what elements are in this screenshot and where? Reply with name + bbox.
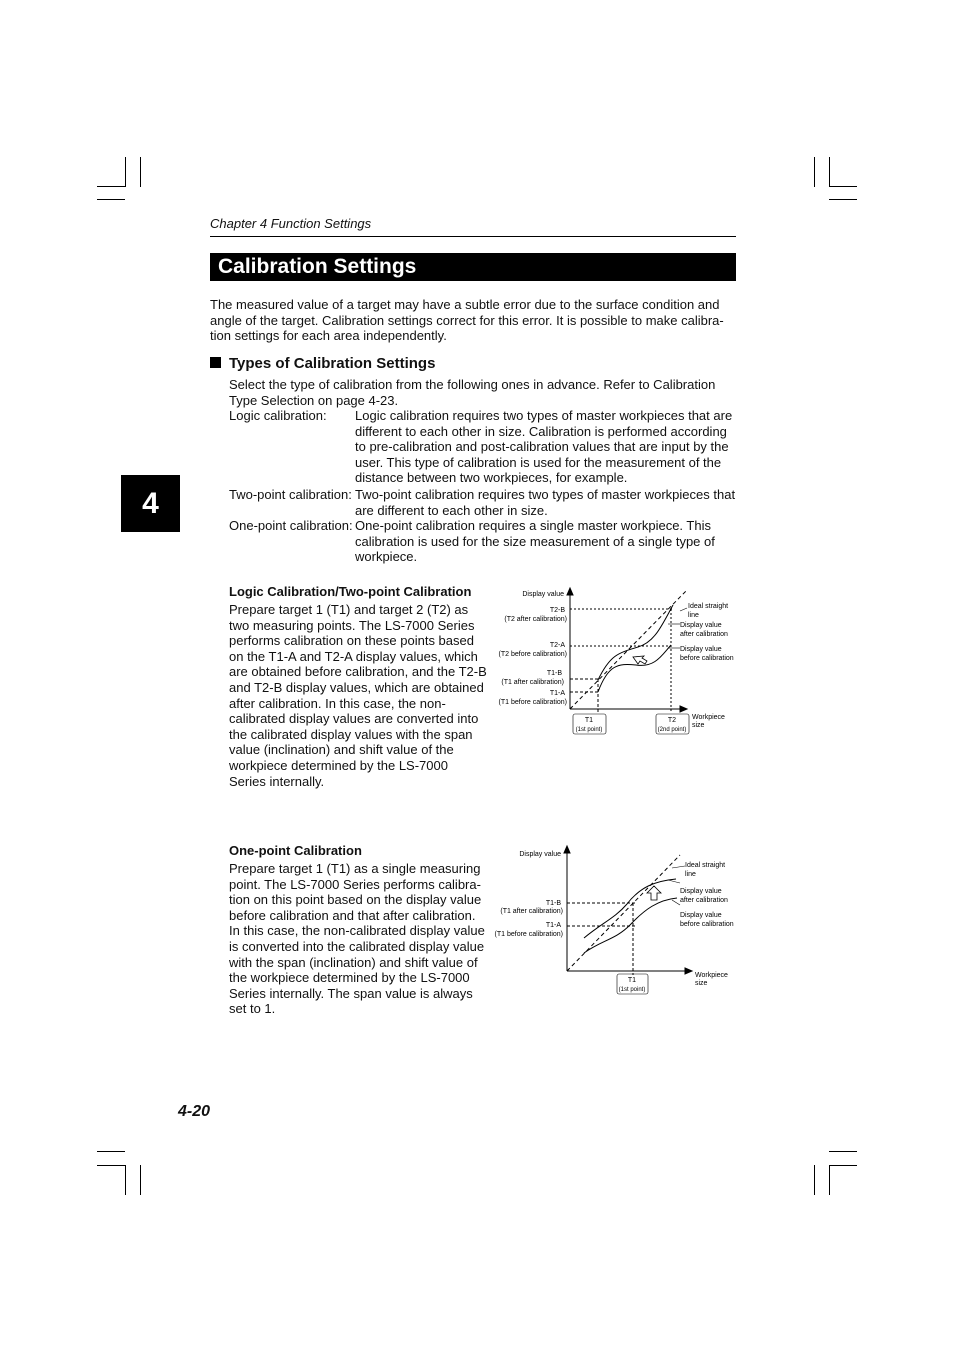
types-lead: Select the type of calibration from the following ones in advance. Refer to Calibration Type Selection on page 4-23. (229, 377, 716, 408)
label-t1b-sub: (T1 after calibration) (500, 908, 563, 915)
crop-mark (829, 1165, 857, 1166)
leader-ideal (680, 608, 687, 611)
section-heading (210, 355, 435, 372)
y-axis-label: Display value (522, 591, 564, 598)
label-t2: T2 (667, 717, 677, 724)
y-axis-label: Display value (519, 851, 561, 858)
label-after-calibration-2: after calibration (680, 897, 728, 904)
label-after-calibration: Display value (680, 622, 722, 629)
y-axis-arrow-icon (567, 588, 573, 595)
chapter-tab: 4 (121, 475, 180, 532)
one-point-body: Prepare target 1 (T1) as a single measuring point. The LS-7000 Series performs calibra-tion on this point based on the display value before calibration and that after calibration. In this case, the non-calibrated display value is converted into the calibrated display value with the span (inclination) and shift value of the workpiece determined by the LS-7000 Series internally. The span value is always set to 1. (229, 861, 485, 1017)
definition-desc: One-point calibration requires a single master workpiece. This calibration is used for the size measurement of a single type of workpiece. (355, 518, 715, 565)
label-before-calibration-2: before calibration (680, 921, 734, 928)
label-t1a: T1-A (549, 690, 565, 697)
label-t1: T1 (584, 717, 594, 724)
page-title: Calibration Settings (218, 255, 417, 278)
logic-body: Prepare target 1 (T1) and target 2 (T2) as two measuring points. The LS-7000 Series performs calibration on these points based on the T1-A and T2-A display values, which are obtained before calibration, and the T2-B and T2-B display values, which are obtained after calibration. In this case, the non-calibrated display values are converted into the calibrated display values with the span value (inclination) and shift value of the workpiece determined by the LS-7000 Series internally. (229, 602, 487, 789)
x-axis-label-2: size (692, 722, 705, 729)
crop-mark (140, 157, 141, 187)
up-arrow-icon (647, 886, 661, 900)
x-axis-label: Workpiece (695, 972, 728, 979)
crop-mark (829, 1151, 857, 1152)
label-t2b: T2-B (549, 607, 565, 614)
crop-mark (829, 157, 830, 187)
y-axis-arrow-icon (564, 846, 570, 853)
square-bullet-icon (210, 357, 221, 368)
label-before-calibration-2: before calibration (680, 655, 734, 662)
definition-term: One-point calibration: (229, 518, 353, 533)
page-number: 4-20 (178, 1103, 211, 1120)
label-t1a: T1-A (545, 922, 561, 929)
label-ideal-line: Ideal straight (685, 862, 726, 869)
crop-mark (829, 199, 857, 200)
label-t1a-sub: (T1 before calibration) (498, 699, 567, 706)
crop-mark (97, 1151, 125, 1152)
label-t2-sub: (2nd point) (657, 727, 687, 733)
label-t1a-sub: (T1 before calibration) (494, 931, 563, 938)
crop-mark (829, 186, 857, 187)
up-arrow-icon (633, 656, 647, 664)
display-value-before-curve (598, 645, 671, 692)
crop-mark (125, 157, 126, 187)
title-bar (210, 253, 736, 281)
label-t1b: T1-B (546, 670, 562, 677)
label-ideal-line-2: line (688, 612, 699, 619)
one-point-calibration-diagram (490, 843, 740, 998)
crop-mark (97, 199, 125, 200)
definition-desc: Two-point calibration requires two types of master workpieces that are different to each other in size. (355, 487, 736, 518)
section-heading-text: Types of Calibration Settings (229, 355, 436, 372)
x-axis-label-2: size (695, 980, 708, 987)
two-point-calibration-diagram (490, 585, 740, 740)
label-t1: T1 (627, 977, 637, 984)
label-before-calibration: Display value (680, 646, 722, 653)
crop-mark (140, 1165, 141, 1195)
display-value-after-curve (584, 879, 676, 938)
one-point-heading: One-point Calibration (229, 843, 362, 858)
crop-mark (814, 1165, 815, 1195)
label-t2a-sub: (T2 before calibration) (498, 651, 567, 658)
label-t1-sub: (1st point) (618, 987, 646, 993)
label-ideal-line: Ideal straight (688, 603, 729, 610)
crop-mark (829, 1165, 830, 1195)
label-t1b-sub: (T1 after calibration) (501, 679, 564, 686)
crop-mark (125, 1165, 126, 1195)
intro-paragraph: The measured value of a target may have a subtle error due to the surface condition and angle of the target. Calibration settings correct for this error. It is possible to make calibra-tion settings for each area independently. (210, 297, 724, 344)
logic-heading: Logic Calibration/Two-point Calibration (229, 584, 472, 599)
definition-desc: Logic calibration requires two types of master workpieces that are different to each other in size. Calibration is performed according to pre-calibration and post-calibration values that are input by the user. This type of calibration is used for the measurement of the distance between two workpieces, for example. (355, 408, 733, 486)
label-t1-sub: (1st point) (575, 727, 603, 733)
chapter-header: Chapter 4 Function Settings (210, 216, 372, 231)
x-axis-arrow-icon (685, 968, 692, 974)
label-ideal-line-2: line (685, 871, 696, 878)
label-after-calibration: Display value (680, 888, 722, 895)
x-axis-arrow-icon (680, 706, 687, 712)
ideal-straight-line (567, 855, 680, 971)
definition-term: Two-point calibration: (229, 487, 352, 502)
x-axis-label: Workpiece (692, 714, 725, 721)
label-after-calibration-2: after calibration (680, 631, 728, 638)
leader-ideal (672, 866, 685, 868)
label-t2b-sub: (T2 after calibration) (504, 616, 567, 623)
crop-mark (97, 1165, 125, 1166)
definition-term: Logic calibration: (229, 408, 327, 423)
ideal-straight-line (570, 590, 687, 709)
label-t1b: T1-B (545, 900, 561, 907)
label-t2a: T2-A (549, 642, 565, 649)
leader-after (668, 880, 680, 883)
crop-mark (97, 186, 125, 187)
header-rule (210, 236, 736, 237)
leader-before (672, 900, 680, 905)
crop-mark (814, 157, 815, 187)
label-before-calibration: Display value (680, 912, 722, 919)
